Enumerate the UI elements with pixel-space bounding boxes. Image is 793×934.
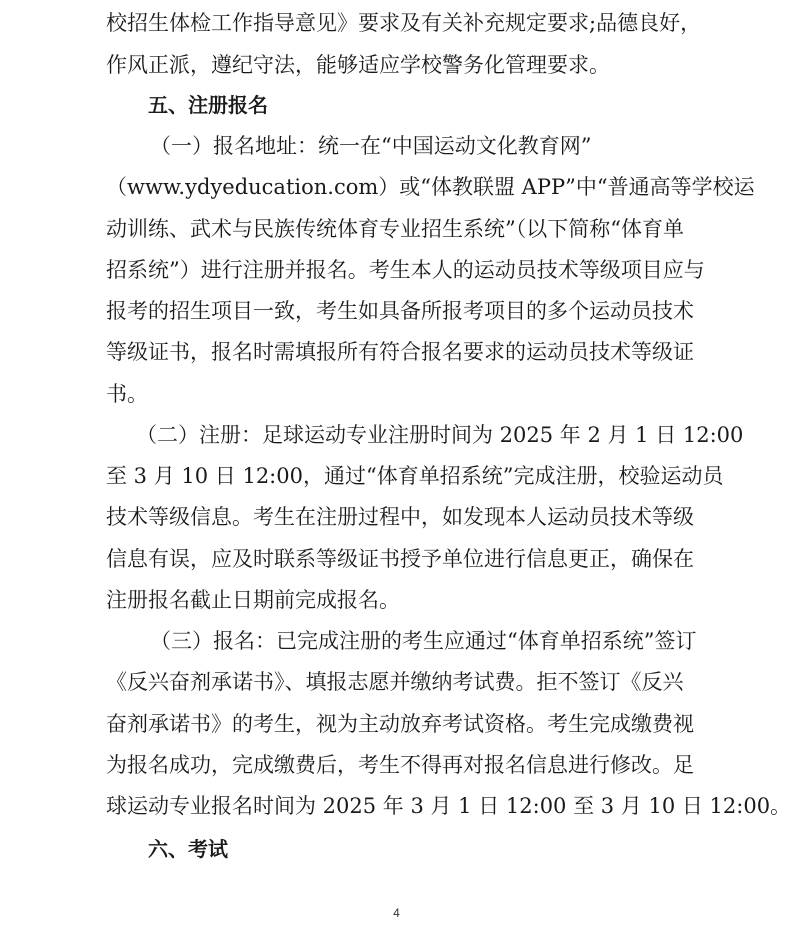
- paragraph-line: 招系统”）进行注册并报名。考生本人的运动员技术等级项目应与: [106, 258, 705, 282]
- paragraph-line: （三）报名：已完成注册的考生应通过“体育单招系统”签订: [150, 629, 697, 653]
- paragraph-line: （一）报名地址：统一在“中国运动文化教育网”: [150, 134, 592, 158]
- paragraph-line: 书。: [106, 382, 148, 406]
- paragraph-line: 技术等级信息。考生在注册过程中，如发现本人运动员技术等级: [106, 505, 694, 529]
- page-number: 4: [393, 906, 400, 920]
- section-heading-exam: 六、考试: [148, 837, 228, 861]
- section-heading-registration: 五、注册报名: [148, 93, 268, 117]
- paragraph-line: 作风正派，遵纪守法，能够适应学校警务化管理要求。: [106, 53, 610, 77]
- paragraph-line: 奋剂承诺书》的考生，视为主动放弃考试资格。考生完成缴费视: [106, 712, 694, 736]
- paragraph-line: 信息有误，应及时联系等级证书授予单位进行信息更正，确保在: [106, 547, 694, 571]
- paragraph-line: （二）注册：足球运动专业注册时间为 2025 年 2 月 1 日 12:00: [136, 423, 744, 447]
- paragraph-line: 注册报名截止日期前完成报名。: [106, 588, 400, 612]
- paragraph-line: 为报名成功，完成缴费后，考生不得再对报名信息进行修改。足: [106, 753, 694, 777]
- paragraph-line: 校招生体检工作指导意见》要求及有关补充规定要求;品德良好，: [106, 11, 702, 35]
- paragraph-line: 《反兴奋剂承诺书》、填报志愿并缴纳考试费。拒不签订《反兴: [106, 670, 684, 694]
- paragraph-line: 至 3 月 10 日 12:00，通过“体育单招系统”完成注册，校验运动员: [106, 464, 724, 488]
- paragraph-line: 等级证书，报名时需填报所有符合报名要求的运动员技术等级证: [106, 340, 694, 364]
- paragraph-line: 报考的招生项目一致，考生如具备所报考项目的多个运动员技术: [106, 299, 694, 323]
- paragraph-line: （www.ydyeducation.com）或“体教联盟 APP”中“普通高等学校运: [106, 175, 755, 199]
- paragraph-line: 动训练、武术与民族传统体育专业招生系统”（以下简称“体育单: [106, 217, 684, 241]
- paragraph-line: 球运动专业报名时间为 2025 年 3 月 1 日 12:00 至 3 月 10 日 12:00。: [106, 794, 792, 818]
